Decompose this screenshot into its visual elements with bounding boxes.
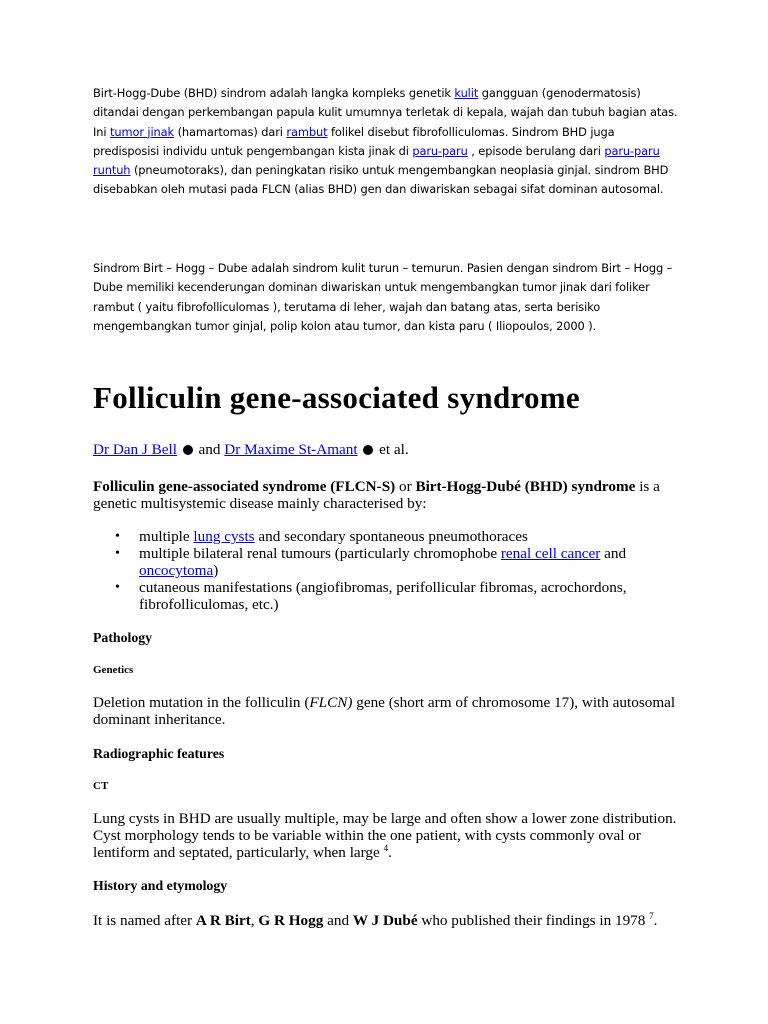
link-renal-cell-cancer[interactable]: renal cell cancer: [500, 545, 601, 562]
intro-paragraph: [93, 478, 693, 512]
reference-superscript[interactable]: 4: [383, 842, 389, 853]
text-span: multiple: [139, 528, 194, 545]
author-name: A R Birt: [195, 912, 251, 929]
text-span: Lung cysts in BHD are usually multiple, may be large and often show a lower zone distribution. Cyst morphology tends to be variable within the one patient, with cysts commonly oval or lentiform and septated, particularly, when large: [93, 810, 677, 861]
link-oncocytoma[interactable]: oncocytoma: [139, 562, 214, 579]
gene-name: FLCN): [309, 694, 353, 711]
text-span: (pneumotoraks), dan peningkatan risiko untuk mengembangkan neoplasia ginjal. sindrom BHD disebabkan oleh mutasi pada FLCN (alias BHD) gen dan diwariskan sebagai sifat dominan autosomal.: [93, 163, 669, 197]
heading-pathology: Pathology: [93, 630, 153, 645]
ct-paragraph: [93, 810, 693, 861]
link-lung-cysts[interactable]: lung cysts: [193, 528, 255, 545]
text-span: Deletion mutation in the folliculin (: [93, 694, 310, 711]
indonesian-paragraph-1: [93, 84, 683, 200]
text-span: et al.: [375, 441, 409, 458]
text-span: .: [653, 912, 658, 929]
page-title: Folliculin gene-associated syndrome: [93, 380, 580, 415]
author-name: G R Hogg: [258, 912, 324, 929]
reference-superscript[interactable]: 7: [649, 910, 654, 921]
orcid-icon[interactable]: [183, 445, 193, 455]
author-name: W J Dubé: [352, 912, 418, 929]
genetics-paragraph: [93, 694, 693, 728]
author-link-dan-bell[interactable]: Dr Dan J Bell: [93, 441, 177, 458]
heading-ct: CT: [93, 780, 109, 792]
text-span: multiple bilateral renal tumours (particularly chromophobe: [139, 545, 501, 562]
text-span: , episode berulang dari: [467, 143, 605, 158]
history-paragraph: [93, 912, 693, 929]
text-span: cutaneous manifestations (angiofibromas, perifollicular fibromas, acrochordons, fibrofolliculomas, etc.): [139, 579, 627, 613]
text-span: ): [213, 562, 219, 579]
feature-list: [93, 528, 693, 613]
heading-history-etymology: History and etymology: [93, 878, 228, 893]
text-span: is a genetic multisystemic disease mainly characterised by:: [93, 478, 660, 512]
text-span: gangguan (genodermatosis) ditandai dengan perkembangan papula kulit umumnya terletak di kepala, wajah dan tubuh bagian atas. Ini: [93, 86, 678, 139]
link-rambut[interactable]: rambut: [286, 124, 328, 139]
link-tumor-jinak[interactable]: tumor jinak: [109, 124, 175, 139]
text-span: or: [395, 478, 416, 495]
bold-term: Birt-Hogg-Dubé (BHD) syndrome: [415, 478, 636, 495]
list-item: [93, 579, 693, 613]
text-span: and: [323, 912, 353, 929]
list-item: [93, 528, 693, 545]
text-span: It is named after: [93, 912, 196, 929]
link-paru-paru[interactable]: paru-paru: [412, 143, 468, 158]
link-kulit[interactable]: kulit: [454, 86, 479, 100]
list-item: [93, 545, 693, 579]
text-span: and: [194, 441, 225, 458]
bold-term: Folliculin gene-associated syndrome (FLCN-S): [93, 478, 396, 495]
text-span: (hamartomas) dari: [174, 124, 287, 139]
text-span: and secondary spontaneous pneumothoraces: [254, 528, 528, 545]
text-span: gene (short arm of chromosome 17), with autosomal dominant inheritance.: [93, 694, 676, 728]
text-span: Birt-Hogg-Dube (BHD) sindrom adalah langka kompleks genetik: [93, 86, 455, 100]
text-span: .: [388, 844, 392, 861]
text-span: folikel disebut fibrofolliculomas. Sindrom BHD juga predisposisi individu untuk pengembangan kista jinak di: [93, 124, 615, 158]
text-span: who published their findings in 1978: [417, 912, 650, 929]
author-line: [93, 441, 409, 458]
text-span: and: [600, 545, 627, 562]
link-paru-paru-runtuh[interactable]: paru-paru runtuh: [93, 143, 660, 178]
indonesian-paragraph-2: Sindrom Birt – Hogg – Dube adalah sindrom kulit turun – temurun. Pasien dengan sindrom Birt – Hogg – Dube memiliki kecenderungan dominan diwariskan untuk mengembangkan tumor jinak dari foliker rambut ( yaitu fibrofolliculomas ), terutama di leher, wajah dan batang atas, serta berisiko mengembangkan tumor ginjal, polip kolon atau tumor, dan kista paru ( Iliopoulos, 2000 ).: [93, 261, 673, 333]
heading-genetics: Genetics: [93, 664, 134, 676]
text-span: ,: [250, 912, 259, 929]
author-link-maxime-st-amant[interactable]: Dr Maxime St-Amant: [224, 441, 358, 458]
heading-radiographic-features: Radiographic features: [93, 746, 225, 761]
orcid-icon[interactable]: [363, 445, 373, 455]
